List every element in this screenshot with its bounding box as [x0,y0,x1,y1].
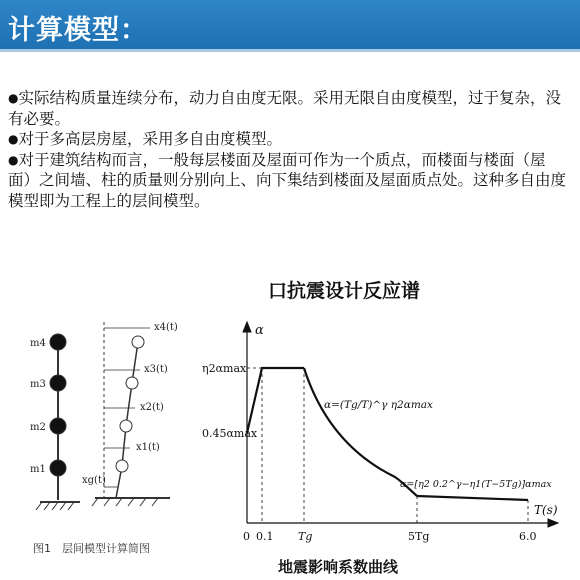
unused [304,368,417,496]
hatch [60,502,66,510]
displacement-label: x4(t) [154,322,178,333]
spectrum-rise-plateau [247,368,304,433]
bullet-dot: ● [8,91,19,105]
displacement-label: x3(t) [144,364,168,375]
bullet-text: 对于多高层房屋，采用多自由度模型。 [18,130,282,148]
ground-displacement-label: xg(t) [82,475,106,486]
bullet-dot: ● [8,152,19,167]
y-tick-label: η2αmax [202,362,247,375]
bullet-text: 对于建筑结构而言，一般每层楼面及屋面可作为一个质点，而楼面与楼面（屋面）之间墙、柱的质量则分别向上、向下集结到楼面及屋面质点处。这种多自由度模型即为工程上的层间模型。 [8,150,567,210]
response-spectrum-chart [243,322,558,527]
model-figure-caption: 图1 层间模型计算简图 [33,542,150,555]
hatch [92,498,98,506]
spectrum-curve-decay [304,368,417,496]
response-spectrum-labels [202,323,558,543]
title-bar [0,0,580,52]
mass-label: m1 [30,464,46,475]
mass-dot [50,375,66,391]
mass-label: m2 [30,422,46,433]
mass-label: m3 [30,379,46,390]
curve-formula: α=(Tg/T)^γ η2αmax [324,399,433,411]
mass-dot [50,418,66,434]
mass-label: m4 [30,338,46,349]
y-tick-label: 0.45αmax [202,427,258,440]
hatch [36,502,42,510]
hatch [44,502,50,510]
hatch [128,498,134,506]
bullet-item [8,150,568,212]
bullet-dot: ● [8,132,19,146]
figures-svg [0,300,580,580]
bullet-item [8,129,568,150]
spectrum-heading [268,276,420,303]
mass-circle [132,336,144,348]
x-tick-label: 5Tg [408,530,430,543]
bullet-item [8,88,568,129]
unused [304,368,425,496]
mass-dot [50,460,66,476]
displacement-label: x2(t) [140,402,164,413]
linear-formula: α=[η2 0.2^γ−η1(T−5Tg)]αmax [400,479,552,490]
hatch [104,498,110,506]
hatch [140,498,146,506]
spectrum-box-symbol: 口 [268,280,288,302]
hatch [116,498,122,506]
hatch [68,502,74,510]
x-axis-arrow [548,519,558,527]
x-axis-label: T(s) [534,503,558,517]
x-tick-label: 0.1 [256,530,274,543]
hatch [152,498,158,506]
hatch [52,502,58,510]
displacement-label: x1(t) [136,442,160,453]
spectrum-caption: 地震影响系数曲线 [278,558,399,576]
title-underline [0,49,580,52]
mass-circle [120,420,132,432]
x-tick-label: 6.0 [519,530,537,543]
unused [304,368,432,495]
spectrum-title-text: 抗震设计反应谱 [287,280,421,302]
y-axis-label: α [255,323,264,338]
mass-dot [50,334,66,350]
page-title: 计算模型： [8,15,148,46]
mass-circle [126,377,138,389]
bullet-list [8,88,568,211]
spectrum-linear-decay [417,496,528,500]
bullet-text: 实际结构质量连续分布，动力自由度无限。采用无限自由度模型，过于复杂，没有必要。 [8,89,561,128]
y-axis-arrow [243,322,251,332]
mass-circle [116,460,128,472]
x-tick-label: Tg [298,530,313,543]
x-tick-label: 0 [243,530,250,543]
